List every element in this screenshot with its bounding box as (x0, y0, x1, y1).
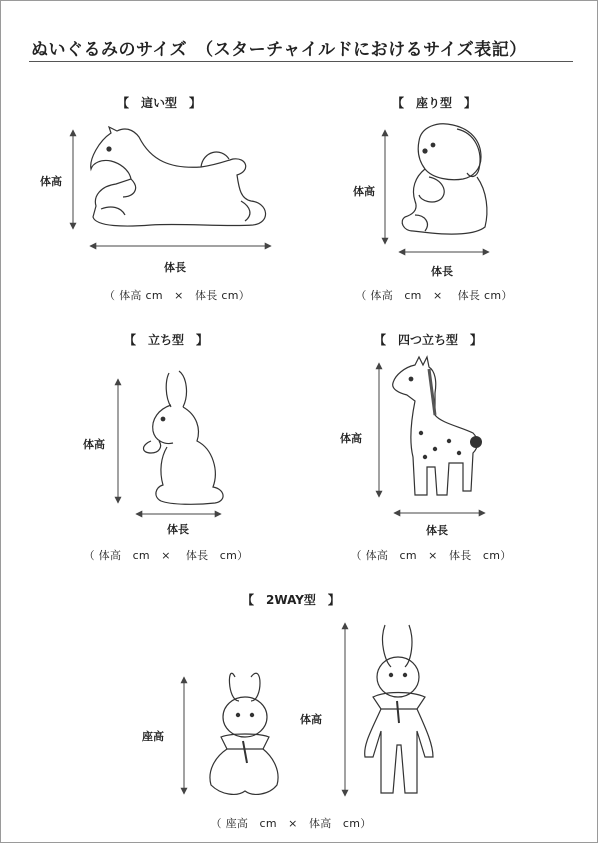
twoway-type-label: 【 2WAY型 】 (242, 593, 340, 607)
four-legs-type-label: 【 四つ立ち型 】 (373, 333, 483, 347)
giraffe-illustration (393, 357, 482, 495)
twoway-sitting-rabbit-illustration (210, 673, 278, 794)
stand-size-formula: （ 体高 cm × 体長 cm） (83, 549, 249, 562)
sit-length-label: 体長 (431, 265, 453, 278)
stand-type-label: 【 立ち型 】 (123, 333, 209, 347)
crawling-dog-illustration (91, 127, 266, 226)
crawl-height-label: 体高 (40, 175, 62, 188)
crawl-type-label: 【 這い型 】 (116, 96, 202, 110)
standing-rabbit-illustration (144, 371, 224, 504)
twoway-size-formula: （ 座高 cm × 体高 cm） (210, 817, 372, 830)
page-title: ぬいぐるみのサイズ （スターチャイルドにおけるサイズ表記） (31, 40, 527, 60)
sit-type-label: 【 座り型 】 (391, 96, 477, 110)
crawl-size-formula: （ 体高 cm × 体長 cm） (103, 289, 251, 302)
giraffe-length-label: 体長 (426, 524, 448, 537)
twoway-sitheight-label: 座高 (142, 730, 164, 743)
giraffe-height-label: 体高 (340, 432, 362, 445)
sitting-dog-illustration (402, 124, 487, 234)
sit-height-label: 体高 (353, 185, 375, 198)
twoway-height-label: 体高 (300, 713, 322, 726)
twoway-standing-rabbit-illustration (365, 625, 433, 793)
sit-size-formula: （ 体高 cm × 体長 cm） (355, 289, 513, 302)
giraffe-size-formula: （ 体高 cm × 体長 cm） (350, 549, 512, 562)
stand-height-label: 体高 (83, 438, 105, 451)
crawl-length-label: 体長 (164, 261, 186, 274)
illustration-canvas (1, 1, 597, 842)
stand-length-label: 体長 (167, 523, 189, 536)
